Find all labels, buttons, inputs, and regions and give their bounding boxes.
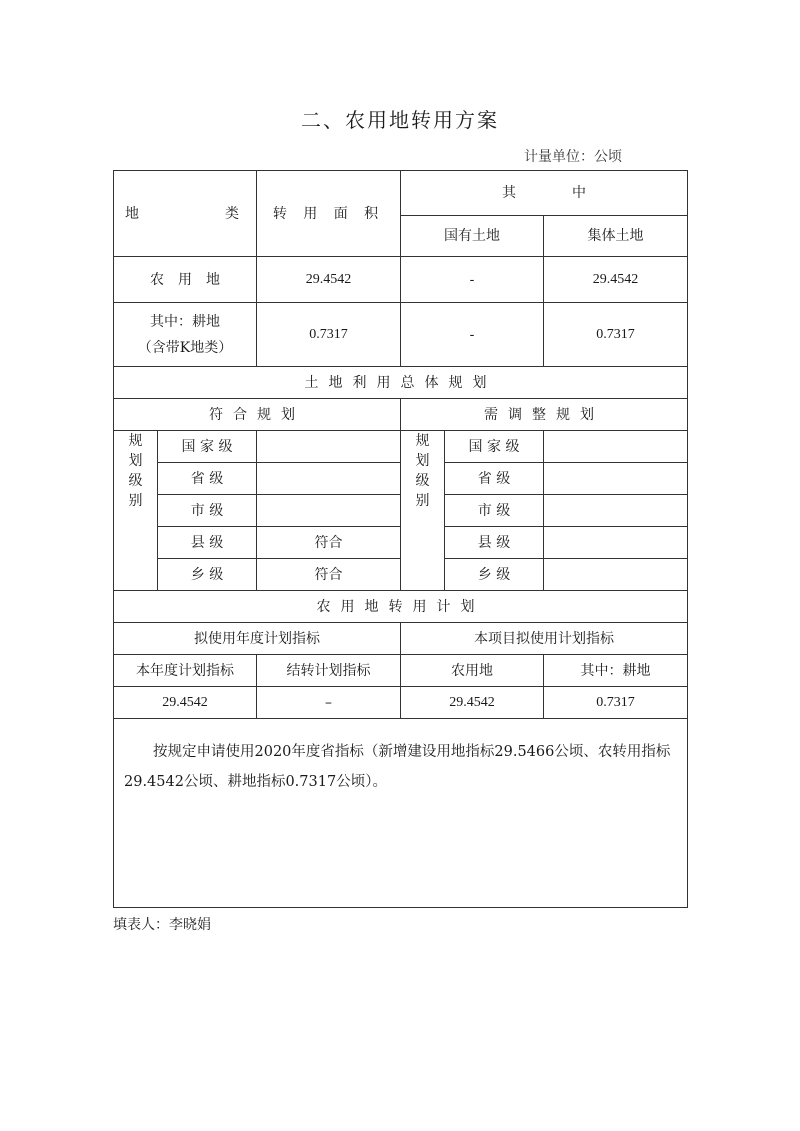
plan-current-year: 本年度计划指标 — [114, 655, 257, 687]
arable-state: - — [401, 303, 544, 367]
plan-arable-value: 0.7317 — [544, 687, 688, 719]
adjust-value-township — [544, 559, 688, 591]
adjust-level-national: 国 家 级 — [445, 431, 544, 463]
farmland-state: - — [401, 257, 544, 303]
adjust-level-county: 县 级 — [445, 527, 544, 559]
conform-heading: 符合规划 — [114, 399, 401, 431]
conform-value-county: 符合 — [257, 527, 401, 559]
farmland-label: 农 用 地 — [114, 257, 257, 303]
conform-level-province: 省 级 — [158, 463, 257, 495]
planning-heading: 土地利用总体规划 — [114, 367, 688, 399]
arable-label-line-2: （含带K地类） — [137, 339, 233, 356]
arable-collective: 0.7317 — [544, 303, 688, 367]
conform-value-province — [257, 463, 401, 495]
farmland-area: 29.4542 — [257, 257, 401, 303]
plan-project: 本项目拟使用计划指标 — [401, 623, 688, 655]
conform-level-city: 市 级 — [158, 495, 257, 527]
header-land-type: 地 类 — [114, 171, 257, 257]
note-text: 按规定申请使用2020年度省指标（新增建设用地指标29.5466公顷、农转用指标29.4542公顷、耕地指标0.7317公顷）。 — [114, 719, 688, 908]
conform-value-city — [257, 495, 401, 527]
adjust-level-label: 规 划 级 别 — [401, 431, 445, 591]
adjust-level-province: 省 级 — [445, 463, 544, 495]
conform-value-national — [257, 431, 401, 463]
adjust-value-province — [544, 463, 688, 495]
header-collective: 集体土地 — [544, 216, 688, 257]
arable-area: 0.7317 — [257, 303, 401, 367]
plan-arable: 其中：耕地 — [544, 655, 688, 687]
adjust-value-national — [544, 431, 688, 463]
plan-carryover-value: – — [257, 687, 401, 719]
conform-level-national: 国 家 级 — [158, 431, 257, 463]
header-state-owned: 国有土地 — [401, 216, 544, 257]
plan-carryover: 结转计划指标 — [257, 655, 401, 687]
conform-level-county: 县 级 — [158, 527, 257, 559]
plan-proposed: 拟使用年度计划指标 — [114, 623, 401, 655]
conform-level-label: 规 划 级 别 — [114, 431, 158, 591]
conform-level-township: 乡 级 — [158, 559, 257, 591]
page-title: 二、农用地转用方案 — [301, 108, 499, 132]
adjust-level-city: 市 级 — [445, 495, 544, 527]
farmland-collective: 29.4542 — [544, 257, 688, 303]
plan-heading: 农用地转用计划 — [114, 591, 688, 623]
plan-farmland-value: 29.4542 — [401, 687, 544, 719]
adjust-level-township: 乡 级 — [445, 559, 544, 591]
adjust-heading: 需调整规划 — [401, 399, 688, 431]
plan-farmland: 农用地 — [401, 655, 544, 687]
conform-value-township: 符合 — [257, 559, 401, 591]
plan-current-year-value: 29.4542 — [114, 687, 257, 719]
adjust-value-county — [544, 527, 688, 559]
header-of-which: 其 中 — [401, 171, 688, 216]
filler-signature: 填表人：李晓娟 — [113, 917, 211, 933]
adjust-value-city — [544, 495, 688, 527]
arable-label — [114, 303, 257, 367]
arable-label-line-1: 其中：耕地 — [150, 313, 220, 330]
unit-label: 计量单位：公顷 — [524, 149, 622, 165]
conversion-plan-table — [113, 170, 688, 908]
header-area: 转 用 面 积 — [257, 171, 401, 257]
